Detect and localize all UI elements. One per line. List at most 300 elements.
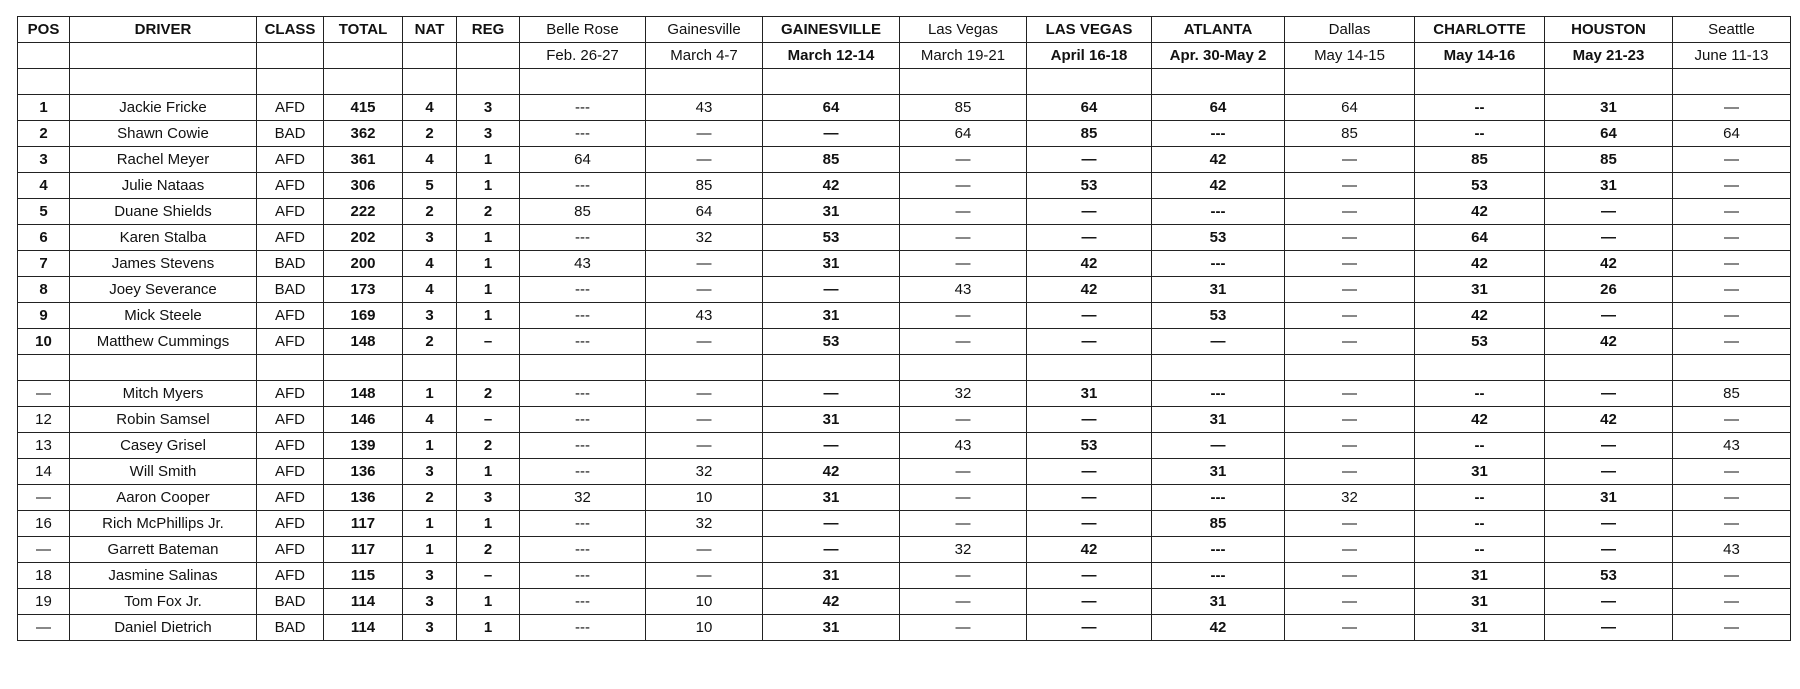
event-points-cell: 42	[1027, 251, 1152, 277]
empty-cell	[763, 69, 900, 95]
event-points-cell: 32	[646, 511, 763, 537]
empty-cell	[324, 43, 403, 69]
spacer-row	[18, 69, 1791, 95]
class-cell: AFD	[257, 147, 324, 173]
event-points-cell: 31	[1545, 485, 1673, 511]
event-points-cell: ---	[520, 615, 646, 641]
col-header-reg: REG	[457, 17, 520, 43]
driver-name: Rachel Meyer	[70, 147, 257, 173]
event-points-cell: —	[1285, 615, 1415, 641]
pos-cell: 1	[18, 95, 70, 121]
driver-row	[18, 615, 1791, 641]
driver-row	[18, 199, 1791, 225]
event-points-cell: 10	[646, 615, 763, 641]
driver-row	[18, 303, 1791, 329]
event-points-cell: 31	[763, 199, 900, 225]
event-points-cell: —	[1285, 459, 1415, 485]
event-points-cell: —	[900, 251, 1027, 277]
reg-cell: 1	[457, 277, 520, 303]
driver-name: Will Smith	[70, 459, 257, 485]
class-cell: BAD	[257, 277, 324, 303]
event-points-cell: —	[1152, 329, 1285, 355]
event-points-cell: 53	[1152, 225, 1285, 251]
empty-cell	[70, 69, 257, 95]
event-points-cell: —	[1285, 329, 1415, 355]
pos-cell: 9	[18, 303, 70, 329]
total-cell: 136	[324, 459, 403, 485]
event-points-cell: —	[1152, 433, 1285, 459]
empty-cell	[18, 43, 70, 69]
empty-cell	[1545, 355, 1673, 381]
driver-name: Duane Shields	[70, 199, 257, 225]
event-points-cell: 31	[763, 485, 900, 511]
reg-cell: 1	[457, 147, 520, 173]
nat-cell: 2	[403, 199, 457, 225]
total-cell: 169	[324, 303, 403, 329]
event-points-cell: 32	[1285, 485, 1415, 511]
driver-name: Rich McPhillips Jr.	[70, 511, 257, 537]
event-points-cell: —	[1285, 199, 1415, 225]
event-points-cell: ---	[520, 381, 646, 407]
class-cell: AFD	[257, 485, 324, 511]
nat-cell: 3	[403, 589, 457, 615]
event-points-cell: ---	[520, 121, 646, 147]
total-cell: 362	[324, 121, 403, 147]
event-points-cell: 42	[763, 459, 900, 485]
driver-row	[18, 225, 1791, 251]
driver-row	[18, 563, 1791, 589]
event-points-cell: 85	[1415, 147, 1545, 173]
reg-cell: –	[457, 329, 520, 355]
event-points-cell: 10	[646, 485, 763, 511]
event-points-cell: —	[1673, 329, 1791, 355]
driver-name: Jackie Fricke	[70, 95, 257, 121]
event-points-cell: 85	[520, 199, 646, 225]
empty-cell	[1415, 355, 1545, 381]
event-points-cell: 42	[1545, 407, 1673, 433]
class-cell: BAD	[257, 589, 324, 615]
event-points-cell: —	[900, 589, 1027, 615]
nat-cell: 3	[403, 459, 457, 485]
nat-cell: 3	[403, 225, 457, 251]
col-header-class: CLASS	[257, 17, 324, 43]
driver-row	[18, 459, 1791, 485]
total-cell: 117	[324, 511, 403, 537]
event-points-cell: —	[900, 485, 1027, 511]
event-points-cell: 85	[1545, 147, 1673, 173]
event-points-cell: 64	[520, 147, 646, 173]
col-header-nat: NAT	[403, 17, 457, 43]
event-points-cell: --	[1415, 433, 1545, 459]
pos-cell: 14	[18, 459, 70, 485]
nat-cell: 4	[403, 251, 457, 277]
total-cell: 148	[324, 381, 403, 407]
event-points-cell: 42	[1027, 537, 1152, 563]
event-points-cell: 64	[1673, 121, 1791, 147]
event-points-cell: —	[1285, 381, 1415, 407]
empty-cell	[457, 69, 520, 95]
event-points-cell: ---	[520, 303, 646, 329]
event-points-cell: —	[1027, 589, 1152, 615]
nat-cell: 1	[403, 433, 457, 459]
driver-row	[18, 277, 1791, 303]
total-cell: 114	[324, 615, 403, 641]
reg-cell: –	[457, 563, 520, 589]
event-points-cell: —	[900, 563, 1027, 589]
total-cell: 361	[324, 147, 403, 173]
empty-cell	[18, 355, 70, 381]
class-cell: AFD	[257, 407, 324, 433]
event-points-cell: 43	[1673, 433, 1791, 459]
pos-cell: —	[18, 537, 70, 563]
total-cell: 115	[324, 563, 403, 589]
event-points-cell: 42	[1545, 251, 1673, 277]
empty-cell	[324, 69, 403, 95]
empty-cell	[403, 43, 457, 69]
event-points-cell: —	[900, 511, 1027, 537]
nat-cell: 4	[403, 277, 457, 303]
event-points-cell: —	[646, 277, 763, 303]
reg-cell: 1	[457, 225, 520, 251]
event-points-cell: ---	[520, 225, 646, 251]
event-points-cell: —	[1545, 537, 1673, 563]
event-points-cell: —	[1673, 615, 1791, 641]
event-points-cell: ---	[520, 537, 646, 563]
event-points-cell: —	[763, 121, 900, 147]
event-points-cell: —	[1545, 199, 1673, 225]
event-points-cell: —	[763, 537, 900, 563]
nat-cell: 4	[403, 407, 457, 433]
driver-name: Tom Fox Jr.	[70, 589, 257, 615]
event-points-cell: —	[1545, 615, 1673, 641]
driver-row	[18, 511, 1791, 537]
header-row-dates	[18, 43, 1791, 69]
event-points-cell: 31	[1152, 459, 1285, 485]
event-points-cell: ---	[520, 95, 646, 121]
pos-cell: 2	[18, 121, 70, 147]
col-header-driver: DRIVER	[70, 17, 257, 43]
event-points-cell: 42	[1152, 173, 1285, 199]
empty-cell	[646, 355, 763, 381]
event-points-cell: —	[1673, 589, 1791, 615]
reg-cell: 1	[457, 589, 520, 615]
reg-cell: 1	[457, 511, 520, 537]
event-points-cell: ---	[1152, 485, 1285, 511]
reg-cell: 2	[457, 537, 520, 563]
nat-cell: 1	[403, 381, 457, 407]
event-points-cell: —	[763, 277, 900, 303]
empty-cell	[257, 43, 324, 69]
event-points-cell: —	[1545, 459, 1673, 485]
driver-name: James Stevens	[70, 251, 257, 277]
event-header-dates: June 11-13	[1673, 43, 1791, 69]
event-points-cell: 53	[1027, 433, 1152, 459]
event-points-cell: —	[1673, 95, 1791, 121]
standings-body	[18, 69, 1791, 641]
event-points-cell: 43	[900, 433, 1027, 459]
event-points-cell: 64	[1415, 225, 1545, 251]
nat-cell: 4	[403, 147, 457, 173]
empty-cell	[1285, 355, 1415, 381]
pos-cell: 7	[18, 251, 70, 277]
event-points-cell: ---	[1152, 251, 1285, 277]
event-points-cell: ---	[520, 511, 646, 537]
driver-row	[18, 381, 1791, 407]
empty-cell	[1285, 69, 1415, 95]
event-points-cell: 31	[763, 251, 900, 277]
driver-row	[18, 433, 1791, 459]
empty-cell	[18, 69, 70, 95]
event-points-cell: 64	[1152, 95, 1285, 121]
event-points-cell: —	[1285, 537, 1415, 563]
reg-cell: 1	[457, 251, 520, 277]
pos-cell: 18	[18, 563, 70, 589]
event-points-cell: —	[1285, 589, 1415, 615]
total-cell: 136	[324, 485, 403, 511]
driver-name: Joey Severance	[70, 277, 257, 303]
event-points-cell: ---	[520, 407, 646, 433]
event-points-cell: —	[1027, 459, 1152, 485]
event-points-cell: —	[1285, 511, 1415, 537]
pos-cell: 13	[18, 433, 70, 459]
total-cell: 173	[324, 277, 403, 303]
pos-cell: 16	[18, 511, 70, 537]
event-points-cell: --	[1415, 95, 1545, 121]
header-row-names	[18, 17, 1791, 43]
event-points-cell: ---	[520, 173, 646, 199]
driver-name: Julie Nataas	[70, 173, 257, 199]
event-points-cell: —	[763, 511, 900, 537]
nat-cell: 4	[403, 95, 457, 121]
event-points-cell: —	[900, 199, 1027, 225]
event-points-cell: 42	[1415, 251, 1545, 277]
event-points-cell: 26	[1545, 277, 1673, 303]
event-points-cell: —	[1027, 615, 1152, 641]
driver-row	[18, 95, 1791, 121]
reg-cell: 1	[457, 459, 520, 485]
event-points-cell: 42	[1152, 147, 1285, 173]
total-cell: 114	[324, 589, 403, 615]
driver-row	[18, 147, 1791, 173]
driver-name: Robin Samsel	[70, 407, 257, 433]
driver-row	[18, 537, 1791, 563]
class-cell: AFD	[257, 511, 324, 537]
event-header-name: Belle Rose	[520, 17, 646, 43]
class-cell: BAD	[257, 251, 324, 277]
event-points-cell: —	[646, 121, 763, 147]
event-points-cell: —	[1285, 147, 1415, 173]
nat-cell: 2	[403, 329, 457, 355]
reg-cell: 2	[457, 199, 520, 225]
class-cell: AFD	[257, 225, 324, 251]
total-cell: 306	[324, 173, 403, 199]
event-points-cell: 85	[900, 95, 1027, 121]
empty-cell	[763, 355, 900, 381]
nat-cell: 3	[403, 615, 457, 641]
pos-cell: 3	[18, 147, 70, 173]
event-header-name: CHARLOTTE	[1415, 17, 1545, 43]
event-points-cell: —	[1673, 277, 1791, 303]
class-cell: AFD	[257, 563, 324, 589]
event-points-cell: 42	[763, 173, 900, 199]
event-points-cell: 42	[1415, 199, 1545, 225]
event-points-cell: —	[646, 407, 763, 433]
event-points-cell: —	[900, 173, 1027, 199]
event-points-cell: 43	[520, 251, 646, 277]
event-points-cell: 31	[763, 407, 900, 433]
event-header-dates: April 16-18	[1027, 43, 1152, 69]
reg-cell: –	[457, 407, 520, 433]
empty-cell	[520, 69, 646, 95]
event-points-cell: 53	[1152, 303, 1285, 329]
event-points-cell: ---	[1152, 199, 1285, 225]
total-cell: 415	[324, 95, 403, 121]
event-points-cell: 31	[763, 303, 900, 329]
col-header-pos: POS	[18, 17, 70, 43]
event-points-cell: 42	[1415, 407, 1545, 433]
event-header-dates: March 19-21	[900, 43, 1027, 69]
event-points-cell: 42	[1545, 329, 1673, 355]
event-points-cell: ---	[520, 459, 646, 485]
event-points-cell: 10	[646, 589, 763, 615]
event-points-cell: —	[1027, 147, 1152, 173]
pos-cell: 8	[18, 277, 70, 303]
event-points-cell: 85	[646, 173, 763, 199]
empty-cell	[900, 355, 1027, 381]
event-points-cell: ---	[1152, 563, 1285, 589]
event-points-cell: —	[1545, 433, 1673, 459]
event-points-cell: —	[900, 303, 1027, 329]
event-points-cell: 64	[1545, 121, 1673, 147]
event-points-cell: —	[1673, 303, 1791, 329]
event-points-cell: —	[1673, 225, 1791, 251]
event-points-cell: 53	[1545, 563, 1673, 589]
event-points-cell: —	[900, 615, 1027, 641]
driver-row	[18, 173, 1791, 199]
event-points-cell: —	[1673, 199, 1791, 225]
event-points-cell: —	[1545, 381, 1673, 407]
total-cell: 200	[324, 251, 403, 277]
event-points-cell: 85	[1027, 121, 1152, 147]
class-cell: AFD	[257, 459, 324, 485]
event-points-cell: —	[763, 433, 900, 459]
event-points-cell: —	[1027, 199, 1152, 225]
driver-name: Mick Steele	[70, 303, 257, 329]
event-points-cell: 31	[1152, 277, 1285, 303]
event-points-cell: 64	[763, 95, 900, 121]
event-points-cell: ---	[1152, 121, 1285, 147]
class-cell: AFD	[257, 537, 324, 563]
event-points-cell: —	[1285, 303, 1415, 329]
event-header-dates: March 4-7	[646, 43, 763, 69]
event-header-name: LAS VEGAS	[1027, 17, 1152, 43]
event-points-cell: 53	[1027, 173, 1152, 199]
event-points-cell: 43	[900, 277, 1027, 303]
event-header-name: HOUSTON	[1545, 17, 1673, 43]
reg-cell: 3	[457, 95, 520, 121]
driver-row	[18, 251, 1791, 277]
event-points-cell: —	[1673, 251, 1791, 277]
event-points-cell: 53	[763, 329, 900, 355]
empty-cell	[900, 69, 1027, 95]
event-points-cell: —	[900, 329, 1027, 355]
event-points-cell: 31	[1415, 277, 1545, 303]
driver-name: Matthew Cummings	[70, 329, 257, 355]
empty-cell	[1673, 69, 1791, 95]
reg-cell: 1	[457, 615, 520, 641]
total-cell: 146	[324, 407, 403, 433]
event-points-cell: —	[1545, 589, 1673, 615]
empty-cell	[257, 355, 324, 381]
empty-cell	[403, 355, 457, 381]
event-points-cell: 42	[1027, 277, 1152, 303]
event-header-dates: May 14-15	[1285, 43, 1415, 69]
nat-cell: 5	[403, 173, 457, 199]
event-points-cell: --	[1415, 121, 1545, 147]
event-header-dates: Apr. 30-May 2	[1152, 43, 1285, 69]
event-points-cell: 32	[646, 459, 763, 485]
event-points-cell: 31	[1415, 615, 1545, 641]
event-points-cell: 53	[1415, 173, 1545, 199]
event-points-cell: —	[763, 381, 900, 407]
event-points-cell: 43	[1673, 537, 1791, 563]
event-points-cell: 43	[646, 95, 763, 121]
class-cell: BAD	[257, 615, 324, 641]
pos-cell: 6	[18, 225, 70, 251]
empty-cell	[257, 69, 324, 95]
event-points-cell: —	[1285, 225, 1415, 251]
driver-name: Mitch Myers	[70, 381, 257, 407]
event-points-cell: --	[1415, 381, 1545, 407]
pos-cell: 12	[18, 407, 70, 433]
event-points-cell: —	[900, 459, 1027, 485]
event-points-cell: —	[1673, 563, 1791, 589]
event-points-cell: —	[1027, 225, 1152, 251]
event-points-cell: ---	[520, 589, 646, 615]
class-cell: BAD	[257, 121, 324, 147]
spacer-row	[18, 355, 1791, 381]
event-points-cell: —	[1027, 563, 1152, 589]
empty-cell	[520, 355, 646, 381]
event-points-cell: ---	[520, 563, 646, 589]
driver-row	[18, 329, 1791, 355]
nat-cell: 3	[403, 303, 457, 329]
event-points-cell: —	[1285, 433, 1415, 459]
event-header-dates: May 21-23	[1545, 43, 1673, 69]
event-points-cell: —	[1673, 407, 1791, 433]
event-points-cell: 64	[1027, 95, 1152, 121]
total-cell: 117	[324, 537, 403, 563]
class-cell: AFD	[257, 303, 324, 329]
event-points-cell: 32	[900, 381, 1027, 407]
event-points-cell: 31	[1415, 563, 1545, 589]
event-points-cell: —	[646, 537, 763, 563]
nat-cell: 1	[403, 537, 457, 563]
event-points-cell: 31	[1415, 589, 1545, 615]
event-points-cell: 42	[763, 589, 900, 615]
empty-cell	[1545, 69, 1673, 95]
event-points-cell: 42	[1152, 615, 1285, 641]
reg-cell: 3	[457, 121, 520, 147]
event-points-cell: --	[1415, 511, 1545, 537]
driver-name: Garrett Bateman	[70, 537, 257, 563]
event-points-cell: —	[1673, 147, 1791, 173]
event-points-cell: 85	[1285, 121, 1415, 147]
event-header-name: ATLANTA	[1152, 17, 1285, 43]
event-points-cell: 53	[1415, 329, 1545, 355]
event-points-cell: —	[1673, 459, 1791, 485]
event-points-cell: —	[646, 433, 763, 459]
